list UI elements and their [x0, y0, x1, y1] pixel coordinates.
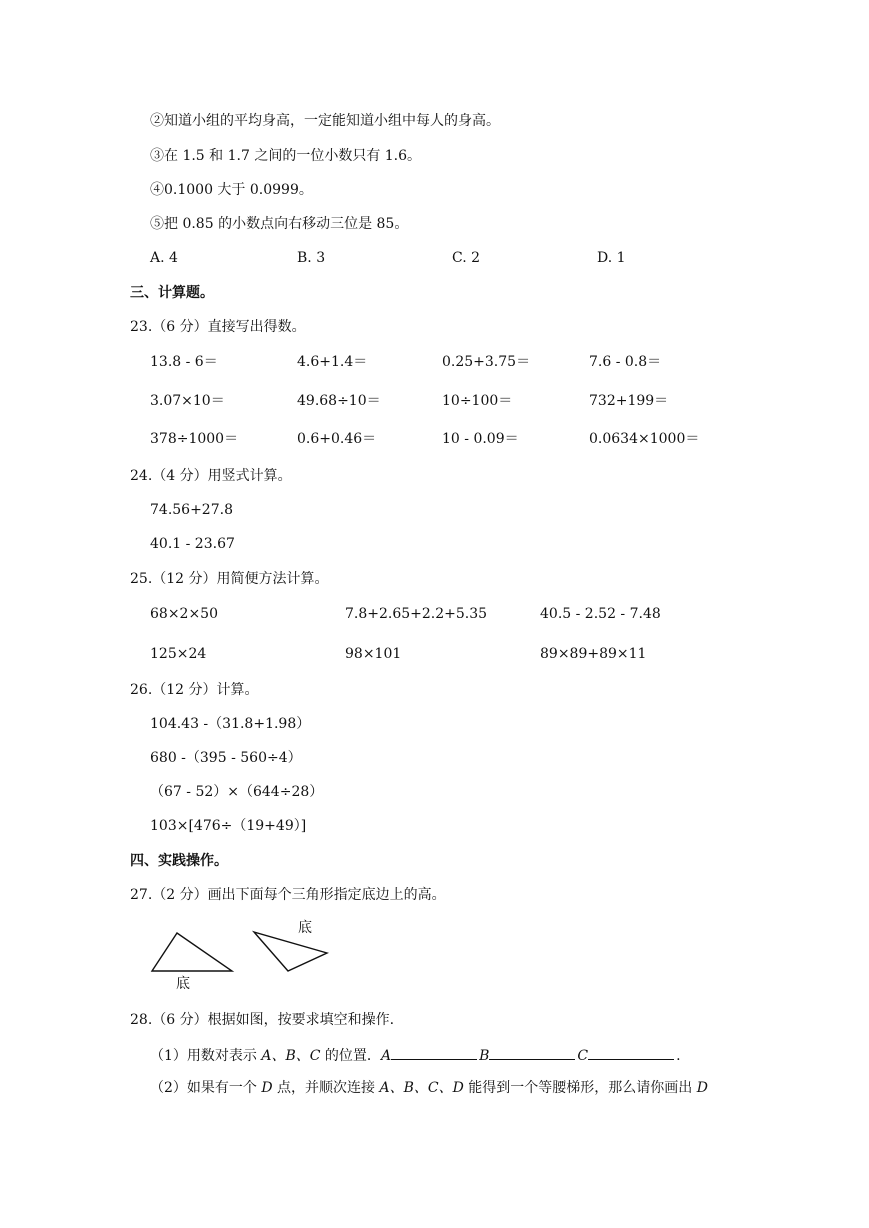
q28-part2 [150, 1079, 708, 1097]
label-a: A [380, 1048, 392, 1064]
q23-cell: 13.8 - 6＝ [150, 354, 218, 370]
q23-title: 23.（6 分）直接写出得数。 [130, 319, 306, 335]
q27-title: 27.（2 分）画出下面每个三角形指定底边上的高。 [130, 887, 446, 903]
triangle-2-base-label: 底 [298, 920, 312, 936]
q22-item-5: ⑤把 0.85 的小数点向右移动三位是 85。 [150, 216, 409, 232]
q28-part1-end: . [676, 1048, 681, 1064]
q28-part1-prefix: （1）用数对表示 [150, 1048, 262, 1064]
q25-cell: 98×101 [345, 646, 402, 662]
section-3-heading: 三、计算题。 [130, 285, 214, 301]
q22-option-c: C. 2 [452, 250, 481, 266]
q28-part2-suffix: 能得到一个等腰梯形，那么请你画出 [463, 1080, 697, 1096]
q23-cell: 732+199＝ [589, 393, 669, 409]
answer-blank-a[interactable] [391, 1045, 477, 1060]
q23-cell: 10÷100＝ [442, 393, 513, 409]
q23-cell: 10 - 0.09＝ [442, 431, 519, 447]
answer-blank-b[interactable] [489, 1045, 575, 1060]
q25-cell: 68×2×50 [150, 606, 218, 622]
q22-option-d: D. 1 [597, 250, 626, 266]
answer-blank-c[interactable] [588, 1045, 674, 1060]
q22-item-3: ③在 1.5 和 1.7 之间的一位小数只有 1.6。 [150, 148, 422, 164]
q25-title: 25.（12 分）用简便方法计算。 [130, 571, 329, 587]
q23-cell: 0.0634×1000＝ [589, 431, 700, 447]
q24-title: 24.（4 分）用竖式计算。 [130, 468, 292, 484]
q25-cell: 89×89+89×11 [540, 646, 647, 662]
q26-title: 26.（12 分）计算。 [130, 682, 259, 698]
q25-cell: 125×24 [150, 646, 207, 662]
q26-item: 103×[476÷（19+49）] [150, 818, 307, 834]
q22-item-2: ②知道小组的平均身高，一定能知道小组中每人的身高。 [150, 113, 500, 129]
q28-part1-suffix: 的位置． [320, 1048, 381, 1064]
label-b: B [479, 1048, 490, 1064]
q23-cell: 3.07×10＝ [150, 393, 225, 409]
section-4-heading: 四、实践操作。 [130, 853, 228, 869]
q28-part2-end-var: D [696, 1080, 708, 1096]
q23-cell: 0.25+3.75＝ [442, 354, 531, 370]
triangle-2 [254, 932, 327, 971]
q28-part2-prefix: （2）如果有一个 [150, 1080, 262, 1096]
q28-part1 [150, 1045, 681, 1065]
triangle-1 [152, 933, 232, 971]
q28-title: 28.（6 分）根据如图，按要求填空和操作. [130, 1012, 395, 1028]
q26-item: （67 - 52）×（644÷28） [150, 784, 324, 800]
q28-part2-mid: 点，并顺次连接 [272, 1080, 380, 1096]
q22-item-4: ④0.1000 大于 0.0999。 [150, 182, 313, 198]
label-c: C [577, 1048, 589, 1064]
q28-part2-vars: A、B、C、D [379, 1080, 464, 1096]
q24-item: 40.1 - 23.67 [150, 536, 235, 552]
q25-cell: 7.8+2.65+2.2+5.35 [345, 606, 488, 622]
q23-cell: 49.68÷10＝ [297, 393, 381, 409]
q22-option-a: A. 4 [150, 250, 178, 266]
q28-part2-d: D [261, 1080, 273, 1096]
q23-cell: 7.6 - 0.8＝ [589, 354, 662, 370]
q23-cell: 4.6+1.4＝ [297, 354, 368, 370]
triangle-1-base-label: 底 [176, 976, 190, 992]
q25-cell: 40.5 - 2.52 - 7.48 [540, 606, 661, 622]
q22-option-b: B. 3 [297, 250, 326, 266]
q23-cell: 378÷1000＝ [150, 431, 239, 447]
q26-item: 104.43 -（31.8+1.98） [150, 716, 311, 732]
q26-item: 680 -（395 - 560÷4） [150, 750, 302, 766]
q23-cell: 0.6+0.46＝ [297, 431, 377, 447]
q24-item: 74.56+27.8 [150, 502, 233, 518]
q28-part1-vars: A、B、C [261, 1048, 321, 1064]
